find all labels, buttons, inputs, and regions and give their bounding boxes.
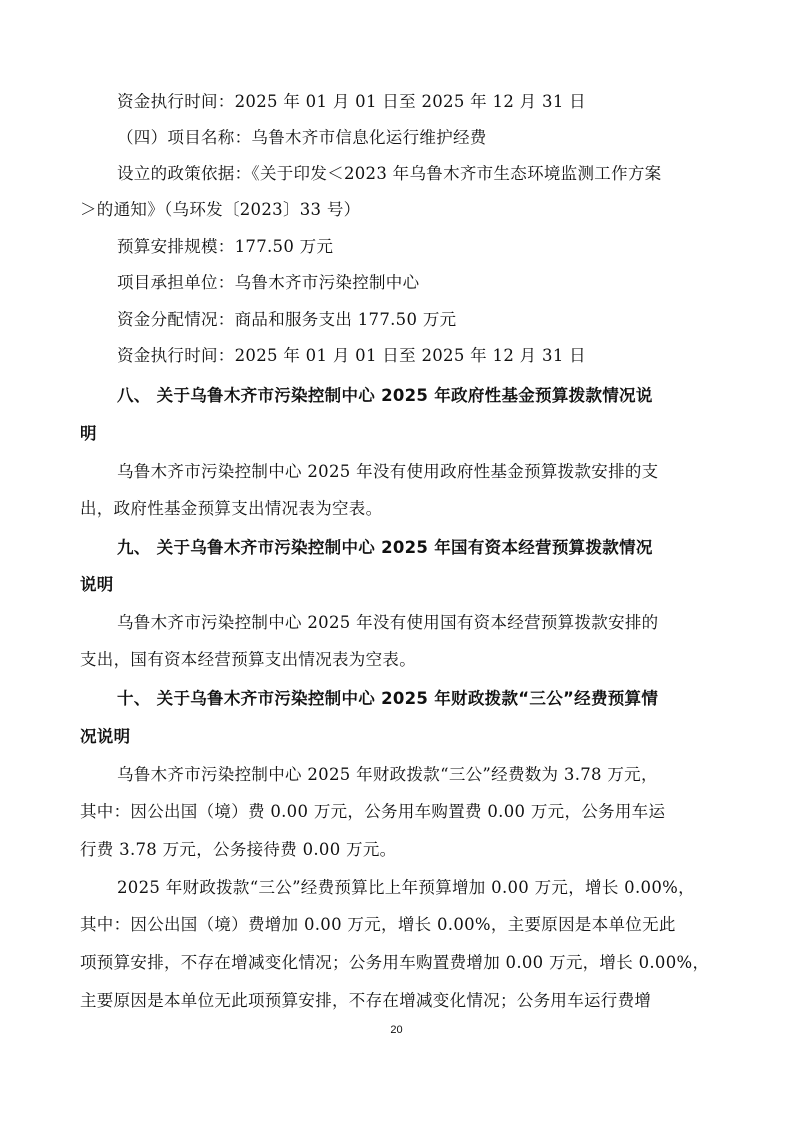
text-line: 支出，国有资本经营预算支出情况表为空表。 [80,650,416,669]
section-heading-9-cont: 说明 [80,575,114,594]
text-line: 预算安排规模：177.50 万元 [117,237,334,256]
text-line: 主要原因是本单位无此项预算安排，不存在增减变化情况；公务用车运行费增 [80,991,652,1010]
text-line: ＞的通知》（乌环发〔2023〕33 号） [80,200,361,219]
text-line: 资金分配情况：商品和服务支出 177.50 万元 [117,310,457,329]
text-line: 资金执行时间：2025 年 01 月 01 日至 2025 年 12 月 31 日 [117,346,586,365]
text-line: 项预算安排，不存在增减变化情况；公务用车购置费增加 0.00 万元，增长 0.00%， [80,953,710,972]
text-line: 其中：因公出国（境）费增加 0.00 万元，增长 0.00%，主要原因是本单位无此 [80,915,676,934]
section-heading-8: 八、 关于乌鲁木齐市污染控制中心 2025 年政府性基金预算拨款情况说 [117,386,653,405]
section-heading-10: 十、 关于乌鲁木齐市污染控制中心 2025 年财政拨款“三公”经费预算情 [117,689,659,708]
text-line: 设立的政策依据：《关于印发＜2023 年乌鲁木齐市生态环境监测工作方案 [117,164,662,183]
section-heading-9: 九、 关于乌鲁木齐市污染控制中心 2025 年国有资本经营预算拨款情况 [117,538,653,557]
text-line: 乌鲁木齐市污染控制中心 2025 年没有使用政府性基金预算拨款安排的支 [117,462,659,481]
text-line: 出，政府性基金预算支出情况表为空表。 [80,499,383,518]
text-line: 2025 年财政拨款“三公”经费预算比上年预算增加 0.00 万元，增长 0.00%， [117,878,695,897]
page-number: 20 [390,1024,403,1036]
text-line: 其中：因公出国（境）费 0.00 万元，公务用车购置费 0.00 万元，公务用车运 [80,802,666,821]
text-line: 资金执行时间：2025 年 01 月 01 日至 2025 年 12 月 31 日 [117,92,586,111]
text-line: 项目承担单位：乌鲁木齐市污染控制中心 [117,273,420,292]
text-line: 乌鲁木齐市污染控制中心 2025 年没有使用国有资本经营预算拨款安排的 [117,613,659,632]
text-line: （四）项目名称：乌鲁木齐市信息化运行维护经费 [117,128,487,147]
text-line: 行费 3.78 万元，公务接待费 0.00 万元。 [80,840,397,859]
text-line: 乌鲁木齐市污染控制中心 2025 年财政拨款“三公”经费数为 3.78 万元， [117,765,658,784]
section-heading-10-cont: 况说明 [80,727,131,746]
section-heading-8-cont: 明 [80,424,97,443]
